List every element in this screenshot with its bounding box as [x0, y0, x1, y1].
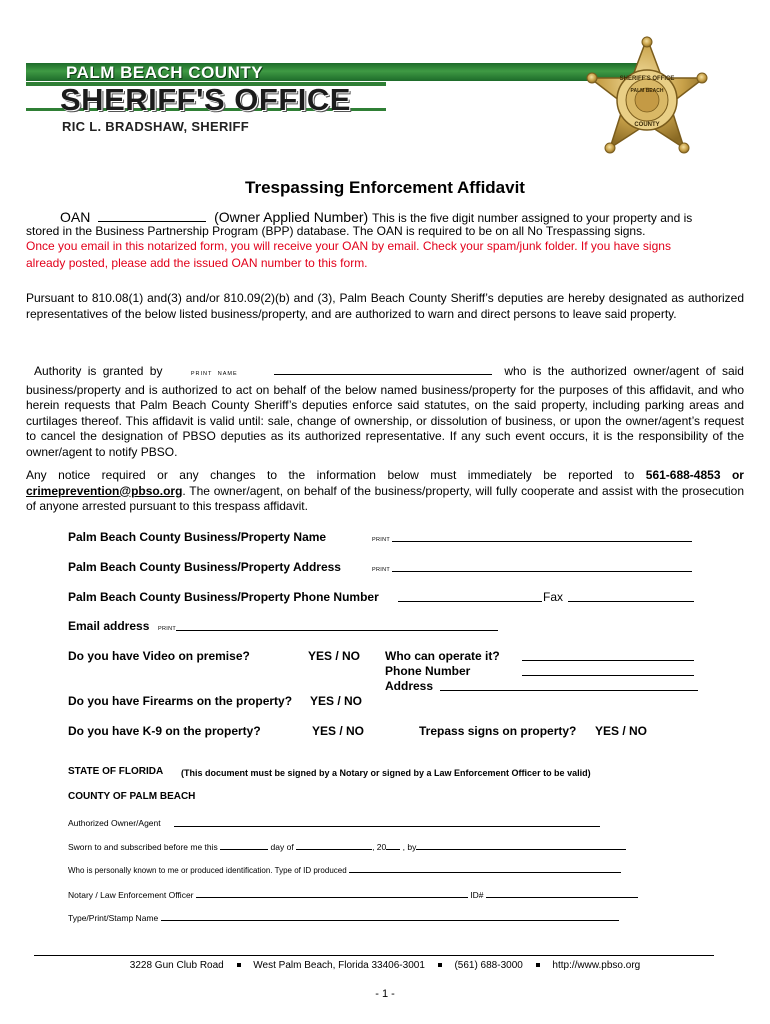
stamp-row — [68, 912, 619, 923]
sworn-text-2: day of — [270, 842, 294, 852]
fax-input[interactable] — [568, 591, 694, 602]
firearms-yes-no[interactable]: YES / NO — [310, 694, 363, 708]
oan-notice: Once you email in this notarized form, you will receive your OAN by email. Check your spam/junk folder. If you have signs — [26, 239, 671, 253]
phone-number-label: Phone Number — [385, 664, 471, 678]
footer-address: 3228 Gun Club Road — [129, 960, 224, 971]
k9-question: Do you have K-9 on the property? — [68, 724, 261, 738]
officer-id-input[interactable] — [486, 889, 638, 898]
county-label: COUNTY OF PALM BEACH — [68, 791, 196, 802]
print-tag: PRINT — [372, 537, 390, 543]
authority-lead: Authority is granted by — [34, 364, 163, 378]
business-address-label: Palm Beach County Business/Property Address — [68, 560, 341, 574]
oan-description-2: stored in the Business Partnership Program (BPP) database. The OAN is required to be on all No Trespassing signs. — [26, 224, 646, 238]
state-label: STATE OF FLORIDA — [68, 766, 164, 777]
owner-agent-label: Authorized Owner/Agent — [68, 818, 161, 828]
id-type-input[interactable] — [349, 864, 621, 873]
sheriff-name: RIC L. BRADSHAW, SHERIFF — [62, 119, 250, 134]
print-name-tag: PRINT NAME — [190, 371, 238, 377]
authority-paragraph — [26, 364, 744, 460]
sworn-text-3: , 20 — [372, 842, 387, 852]
bullet-icon — [237, 963, 241, 967]
fax-label: Fax — [543, 590, 564, 604]
bullet-icon — [536, 963, 540, 967]
owner-applied-label: (Owner Applied Number) — [214, 209, 369, 225]
signs-yes-no[interactable]: YES / NO — [595, 724, 648, 738]
video-yes-no[interactable]: YES / NO — [308, 649, 361, 663]
email-label: Email address — [68, 619, 150, 633]
who-operate-label: Who can operate it? — [385, 649, 500, 663]
business-name-label: Palm Beach County Business/Property Name — [68, 530, 327, 544]
known-text: Who is personally known to me or produced identification. Type of ID produced — [68, 866, 347, 875]
bullet-icon — [438, 963, 442, 967]
footer-rule — [34, 955, 714, 956]
business-phone-input[interactable] — [398, 591, 542, 602]
notice-paragraph — [26, 468, 744, 515]
sworn-month-input[interactable] — [296, 841, 372, 850]
badge-text-mid: PALM BEACH — [630, 88, 664, 94]
oan-description: This is the five digit number assigned to your property and is — [372, 211, 693, 225]
sheriff-badge-icon — [584, 36, 710, 164]
oan-line — [26, 209, 746, 225]
footer-website-link[interactable]: http://www.pbso.org — [552, 960, 641, 971]
badge-text-bottom: COUNTY — [634, 122, 660, 128]
notice-rest: . The owner/agent, on behalf of the business/property, will fully cooperate and assist with the prosecution of anyone arrested pursuant to this trespass affidavit. — [26, 483, 744, 513]
sworn-text-1: Sworn to and subscribed before me this — [68, 842, 218, 852]
known-row — [68, 864, 621, 875]
footer-phone: (561) 688-3000 — [454, 960, 523, 971]
officer-signature[interactable] — [196, 889, 468, 898]
footer — [0, 960, 770, 971]
officer-label: Notary / Law Enforcement Officer — [68, 890, 194, 900]
authority-name-input[interactable] — [274, 364, 492, 375]
phone-number-input[interactable] — [522, 665, 694, 676]
owner-agent-signature[interactable] — [174, 817, 600, 827]
oan-input[interactable] — [98, 211, 206, 222]
officer-row — [68, 889, 638, 900]
business-address-input[interactable] — [392, 561, 692, 572]
notice-email-link[interactable]: crimeprevention@pbso.org — [26, 483, 183, 498]
address-input[interactable] — [440, 680, 698, 691]
org-office: SHERIFF'S OFFICE — [60, 82, 351, 117]
print-tag: PRINT — [158, 626, 176, 632]
notice-lead: Any notice required or any changes to the information below must immediately be reported to — [26, 468, 635, 482]
badge-text-top: SHERIFF'S OFFICE — [619, 76, 675, 82]
oan-label: OAN — [60, 209, 91, 225]
k9-yes-no[interactable]: YES / NO — [312, 724, 365, 738]
business-phone-label: Palm Beach County Business/Property Phone Number — [68, 590, 379, 604]
email-input[interactable] — [176, 620, 498, 631]
signs-question: Trepass signs on property? — [419, 724, 577, 738]
business-name-input[interactable] — [392, 531, 692, 542]
who-operate-input[interactable] — [522, 650, 694, 661]
pursuant-paragraph: Pursuant to 810.08(1) and(3) and/or 810.09(2)(b) and (3), Palm Beach County Sheriff’s deputies are hereby designated as authorized representatives of the below listed business/property, and are authorized to warn and direct persons to leave said property. — [26, 291, 744, 321]
footer-city: West Palm Beach, Florida 33406-3001 — [253, 960, 425, 971]
sworn-text-4: , by — [402, 842, 417, 852]
video-question: Do you have Video on premise? — [68, 649, 250, 663]
oan-notice-2: already posted, please add the issued OAN number to this form. — [26, 256, 368, 270]
address-label: Address — [385, 679, 434, 693]
notice-phone: 561-688-4853 or — [645, 468, 744, 482]
firearms-question: Do you have Firearms on the property? — [68, 694, 293, 708]
document-title: Trespassing Enforcement Affidavit — [245, 178, 525, 197]
sworn-by-input[interactable] — [416, 841, 626, 850]
sworn-year-input[interactable] — [386, 841, 400, 850]
stamp-label: Type/Print/Stamp Name — [68, 913, 159, 923]
page-number: - 1 - — [375, 988, 395, 1000]
authority-after-line: who is the authorized owner/agent of said — [504, 364, 744, 378]
org-county: PALM BEACH COUNTY — [66, 63, 264, 82]
authority-rest: business/property and is authorized to act on behalf of the below named business/property for the purposes of this affidavit, and who herein requests that Palm Beach County Sheriff’s deputies enforce said statutes, on the said property, including parking areas and curtilages thereof. This affidavit is valid until: sale, change of ownership, or dissolution of business, or upon the owner/agent’s request to cancel the designation of PBSO deputies as its authorized representative. If any such event occurs, it is the responsibility of the owner/agent to notify PBSO. — [26, 382, 744, 459]
print-tag: PRINT — [372, 567, 390, 573]
sworn-row — [68, 841, 626, 852]
sworn-day-input[interactable] — [220, 841, 268, 850]
stamp-name-input[interactable] — [161, 912, 619, 921]
validity-note: (This document must be signed by a Notary or signed by a Law Enforcement Officer to be valid) — [181, 768, 591, 778]
id-label: ID# — [470, 890, 484, 900]
